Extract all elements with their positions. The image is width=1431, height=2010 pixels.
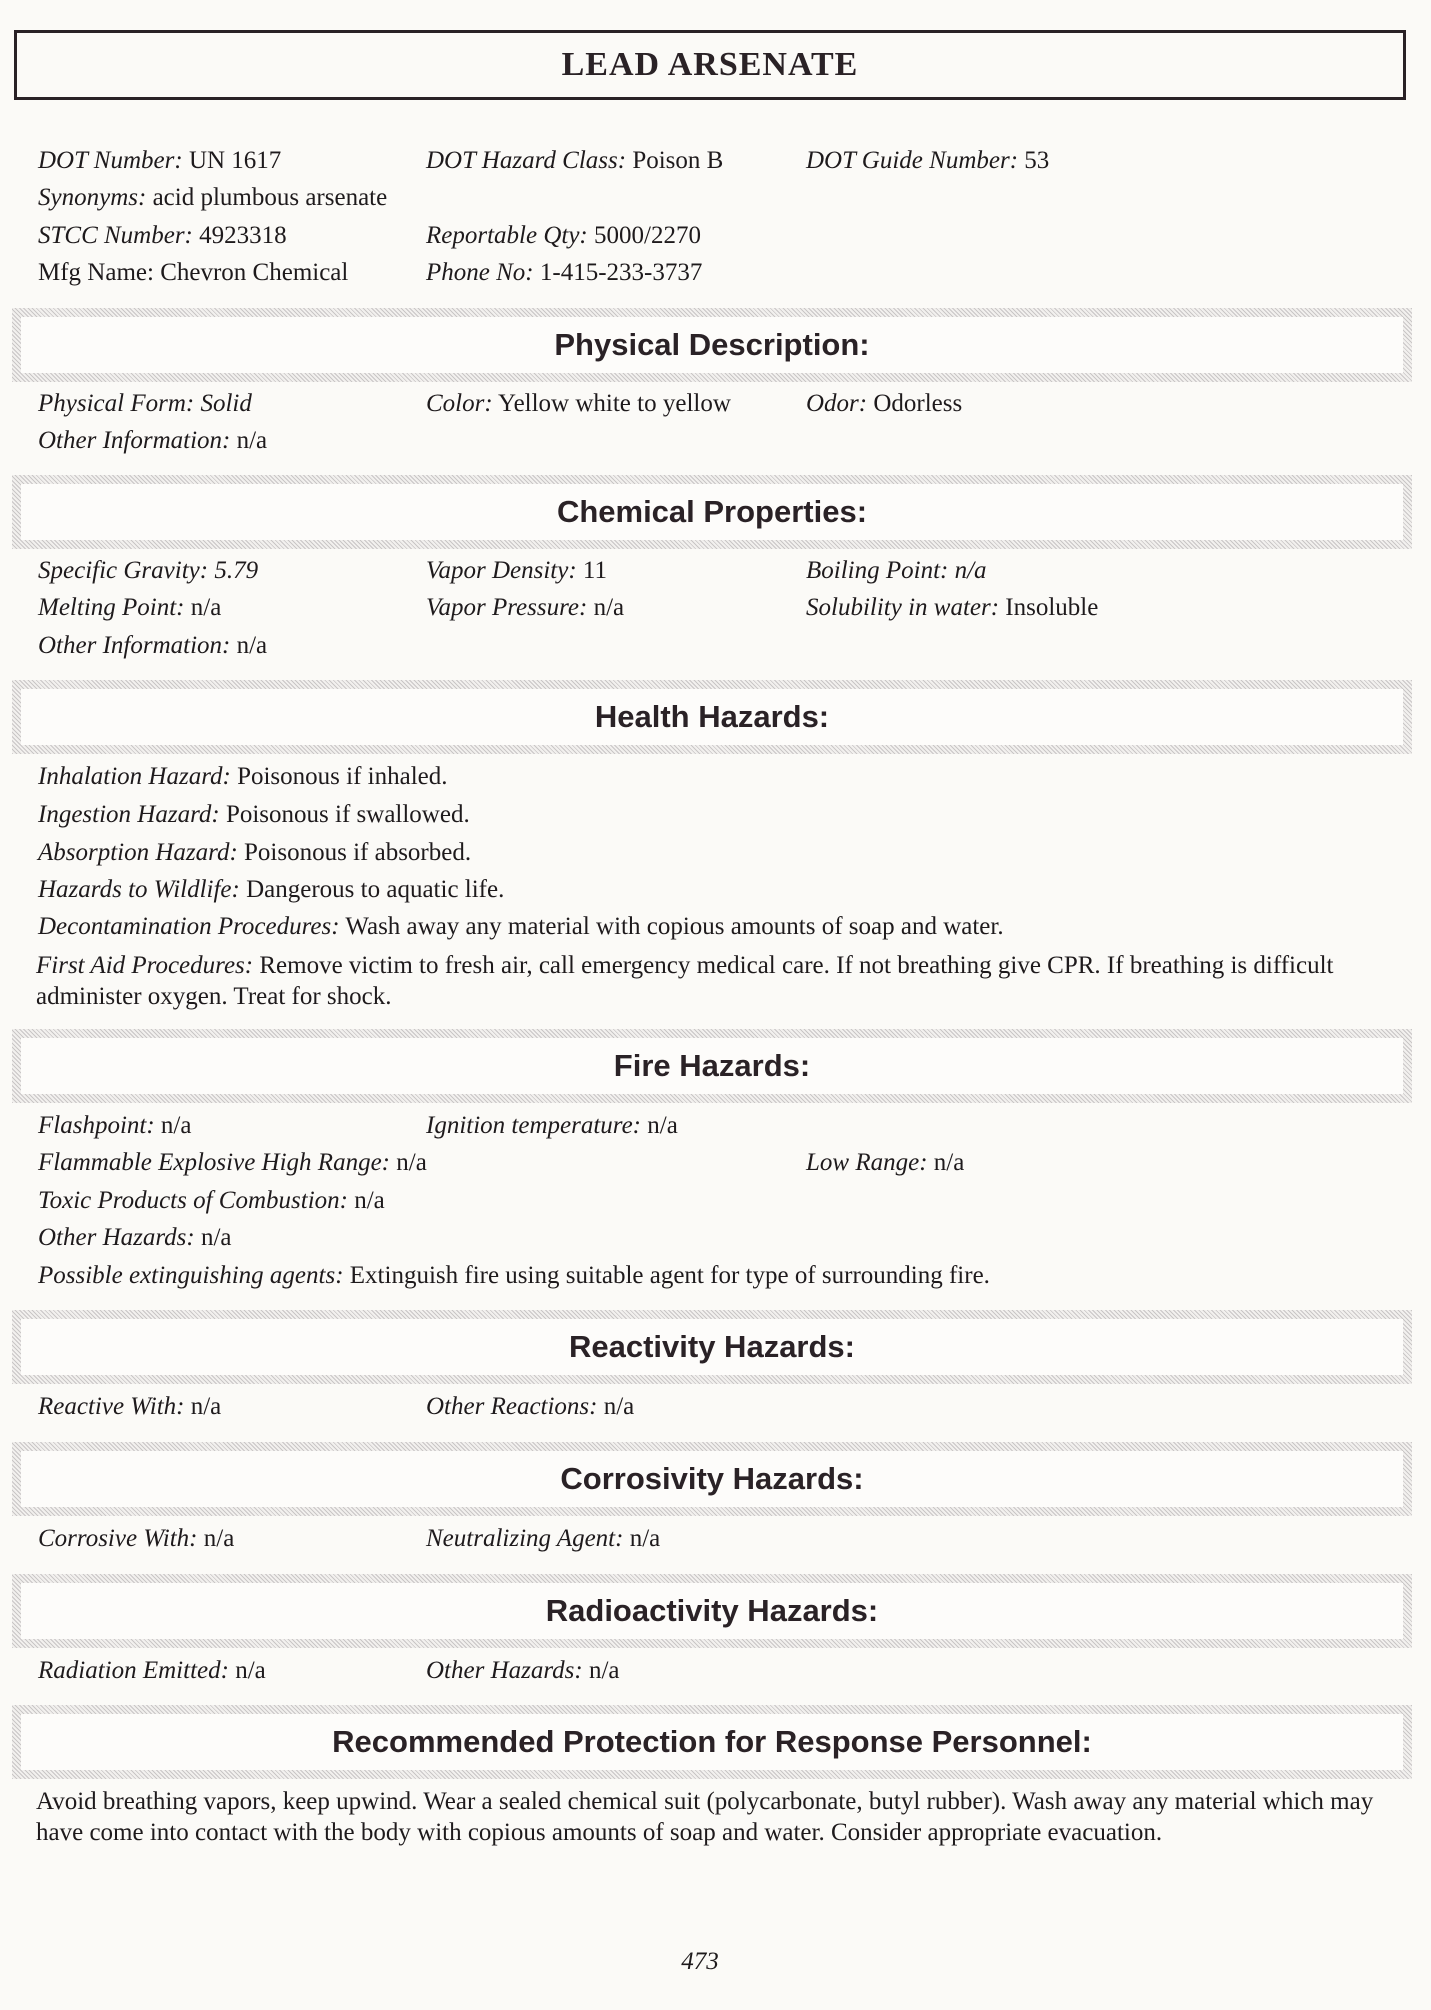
odor-label: Odor: xyxy=(806,390,868,417)
fire-hazards-heading: Fire Hazards: xyxy=(613,1048,811,1083)
header-row-2 xyxy=(0,180,1431,216)
absorption-hazard-field xyxy=(38,835,471,871)
header-row-4 xyxy=(0,255,1431,291)
mfg-name-value: Chevron Chemical xyxy=(160,259,349,286)
vapor-density-value: 11 xyxy=(582,557,607,584)
low-range-field xyxy=(806,1145,964,1181)
fire-row-4 xyxy=(0,1220,1431,1256)
first-aid-label: First Aid Procedures: xyxy=(36,952,254,979)
color-label: Color: xyxy=(426,390,493,417)
reportable-qty-value: 5000/2270 xyxy=(594,222,701,249)
solubility-label: Solubility in water: xyxy=(806,594,1000,621)
reactivity-hazards-heading: Reactivity Hazards: xyxy=(568,1329,855,1364)
mfg-name-label: Mfg Name: xyxy=(38,259,154,286)
header-row-1 xyxy=(0,143,1431,179)
synonyms-label: Synonyms: xyxy=(38,184,147,211)
fire-row-1 xyxy=(0,1108,1431,1144)
dot-guide-number-label: DOT Guide Number: xyxy=(806,147,1019,174)
inhalation-hazard-value: Poisonous if inhaled. xyxy=(237,763,448,790)
other-reactions-label: Other Reactions: xyxy=(426,1393,598,1420)
dot-hazard-class-field xyxy=(426,143,723,179)
reactive-with-value: n/a xyxy=(190,1393,222,1420)
toxic-products-value: n/a xyxy=(354,1187,385,1214)
physical-description-header xyxy=(12,308,1412,382)
flammable-high-range-label: Flammable Explosive High Range: xyxy=(38,1149,390,1176)
corrosive-with-value: n/a xyxy=(203,1525,235,1552)
specific-gravity-label: Specific Gravity: 5.79 xyxy=(38,557,259,584)
fire-other-hazards-field xyxy=(38,1220,232,1256)
ignition-temperature-label: Ignition temperature: xyxy=(426,1112,642,1139)
wildlife-hazard-value: Dangerous to aquatic life. xyxy=(246,876,505,903)
color-field xyxy=(426,386,731,422)
ingestion-hazard-label: Ingestion Hazard: xyxy=(38,801,220,828)
phone-no-field xyxy=(426,255,702,291)
reportable-qty-field xyxy=(426,218,701,254)
dot-number-value: UN 1617 xyxy=(188,147,282,174)
physical-form-label: Physical Form: Solid xyxy=(38,390,252,417)
reactive-with-label: Reactive With: xyxy=(38,1393,185,1420)
recommended-protection-paragraph: Avoid breathing vapors, keep upwind. Wear a sealed chemical suit (polycarbonate, butyl rubber). Wash away any material which may have come into contact with the body with copious amounts of soap and water. Consider appropriate evacuation. xyxy=(36,1788,1374,1846)
radio-other-hazards-field xyxy=(426,1653,620,1689)
fire-other-hazards-value: n/a xyxy=(200,1224,232,1251)
flashpoint-value: n/a xyxy=(160,1112,192,1139)
chemical-properties-heading: Chemical Properties: xyxy=(556,494,868,529)
ingestion-row xyxy=(0,797,1431,833)
recommended-protection-heading: Recommended Protection for Response Personnel: xyxy=(332,1724,1092,1759)
stcc-number-value: 4923318 xyxy=(199,222,287,249)
chemical-other-info-value: n/a xyxy=(236,632,268,659)
other-reactions-value: n/a xyxy=(603,1393,635,1420)
synonyms-value: acid plumbous arsenate xyxy=(152,184,388,211)
first-aid-paragraph xyxy=(36,950,1396,1012)
phone-no-value: 1-415-233-3737 xyxy=(539,259,703,286)
vapor-density-label: Vapor Density: xyxy=(426,557,577,584)
dot-guide-number-field xyxy=(806,143,1049,179)
vapor-density-field xyxy=(426,553,607,589)
decontamination-value: Wash away any material with copious amounts of soap and water. xyxy=(345,913,1004,940)
reportable-qty-label: Reportable Qty: xyxy=(426,222,588,249)
neutralizing-agent-field xyxy=(426,1521,660,1557)
melting-point-value: n/a xyxy=(190,594,222,621)
radioactivity-row xyxy=(0,1653,1431,1689)
radio-other-hazards-value: n/a xyxy=(588,1657,620,1684)
vapor-pressure-field xyxy=(426,590,624,626)
other-reactions-field xyxy=(426,1389,634,1425)
physical-row-2 xyxy=(0,423,1431,459)
reactivity-hazards-header xyxy=(12,1310,1412,1384)
reactive-with-field xyxy=(38,1389,221,1425)
corrosivity-hazards-header xyxy=(12,1442,1412,1516)
neutralizing-agent-label: Neutralizing Agent: xyxy=(426,1525,624,1552)
ingestion-hazard-value: Poisonous if swallowed. xyxy=(225,801,470,828)
fire-hazards-header xyxy=(12,1029,1412,1103)
stcc-number-field xyxy=(38,218,287,254)
dot-hazard-class-value: Poison B xyxy=(632,147,724,174)
ingestion-hazard-field xyxy=(38,797,470,833)
neutralizing-agent-value: n/a xyxy=(629,1525,661,1552)
absorption-hazard-value: Poisonous if absorbed. xyxy=(244,839,472,866)
health-hazards-header xyxy=(12,680,1412,754)
chemical-row-1 xyxy=(0,553,1431,589)
inhalation-row xyxy=(0,759,1431,795)
inhalation-hazard-label: Inhalation Hazard: xyxy=(38,763,231,790)
chemical-other-info-field xyxy=(38,628,267,664)
flammable-high-range-value: n/a xyxy=(396,1149,427,1176)
header-row-3 xyxy=(0,218,1431,254)
dot-number-field xyxy=(38,143,281,179)
melting-point-field xyxy=(38,590,221,626)
wildlife-row xyxy=(0,872,1431,908)
radioactivity-hazards-heading: Radioactivity Hazards: xyxy=(545,1593,879,1628)
physical-form-field xyxy=(38,386,252,422)
decontamination-field xyxy=(38,909,1004,945)
chemical-other-info-label: Other Information: xyxy=(38,632,231,659)
solubility-field xyxy=(806,590,1098,626)
low-range-value: n/a xyxy=(933,1149,965,1176)
corrosivity-hazards-heading: Corrosivity Hazards: xyxy=(560,1461,864,1496)
recommended-protection-header xyxy=(12,1705,1412,1779)
radioactivity-hazards-header xyxy=(12,1574,1412,1648)
fire-other-hazards-label: Other Hazards: xyxy=(38,1224,195,1251)
extinguishing-agents-value: Extinguish fire using suitable agent for type of surrounding fire. xyxy=(349,1262,990,1289)
absorption-row xyxy=(0,835,1431,871)
solubility-value: Insoluble xyxy=(1005,594,1099,621)
odor-value: Odorless xyxy=(873,390,963,417)
radio-other-hazards-label: Other Hazards: xyxy=(426,1657,583,1684)
physical-description-heading: Physical Description: xyxy=(554,327,870,362)
phone-no-label: Phone No: xyxy=(426,259,534,286)
mfg-name-field xyxy=(38,255,348,291)
physical-other-info-label: Other Information: xyxy=(38,427,231,454)
stcc-number-label: STCC Number: xyxy=(38,222,193,249)
radiation-emitted-field xyxy=(38,1653,266,1689)
boiling-point-label: Boiling Point: n/a xyxy=(806,557,987,584)
ignition-temperature-field xyxy=(426,1108,678,1144)
chemical-row-3 xyxy=(0,628,1431,664)
decontamination-row xyxy=(0,909,1431,945)
decontamination-label: Decontamination Procedures: xyxy=(38,913,340,940)
toxic-products-field xyxy=(38,1183,385,1219)
corrosivity-row xyxy=(0,1521,1431,1557)
odor-field xyxy=(806,386,962,422)
dot-guide-number-value: 53 xyxy=(1024,147,1050,174)
low-range-label: Low Range: xyxy=(806,1149,928,1176)
reactivity-row xyxy=(0,1389,1431,1425)
toxic-products-label: Toxic Products of Combustion: xyxy=(38,1187,348,1214)
extinguishing-agents-field xyxy=(38,1258,990,1294)
physical-row-1 xyxy=(0,386,1431,422)
fire-row-2 xyxy=(0,1145,1431,1181)
absorption-hazard-label: Absorption Hazard: xyxy=(38,839,238,866)
health-hazards-heading: Health Hazards: xyxy=(594,699,830,734)
corrosive-with-label: Corrosive With: xyxy=(38,1525,198,1552)
flammable-high-range-field xyxy=(38,1145,427,1181)
extinguishing-agents-label: Possible extinguishing agents: xyxy=(38,1262,344,1289)
first-aid-value: Remove victim to fresh air, call emergency medical care. If not breathing give CPR. If breathing is difficult administer oxygen. Treat for shock. xyxy=(36,952,1334,1010)
physical-other-info-value: n/a xyxy=(236,427,268,454)
dot-number-label: DOT Number: xyxy=(38,147,183,174)
page-number: 473 xyxy=(681,1948,719,1975)
melting-point-label: Melting Point: xyxy=(38,594,185,621)
vapor-pressure-label: Vapor Pressure: xyxy=(426,594,588,621)
flashpoint-label: Flashpoint: xyxy=(38,1112,155,1139)
radiation-emitted-value: n/a xyxy=(235,1657,266,1684)
flashpoint-field xyxy=(38,1108,191,1144)
inhalation-hazard-field xyxy=(38,759,448,795)
fire-row-5 xyxy=(0,1258,1431,1294)
corrosive-with-field xyxy=(38,1521,234,1557)
specific-gravity-field xyxy=(38,553,258,589)
fire-row-3 xyxy=(0,1183,1431,1219)
title-box xyxy=(14,30,1406,100)
radiation-emitted-label: Radiation Emitted: xyxy=(38,1657,229,1684)
physical-other-info-field xyxy=(38,423,267,459)
page-title: LEAD ARSENATE xyxy=(561,46,859,83)
ignition-temperature-value: n/a xyxy=(647,1112,678,1139)
wildlife-hazard-field xyxy=(38,872,504,908)
wildlife-hazard-label: Hazards to Wildlife: xyxy=(38,876,240,903)
vapor-pressure-value: n/a xyxy=(593,594,625,621)
color-value: Yellow white to yellow xyxy=(498,390,731,417)
dot-hazard-class-label: DOT Hazard Class: xyxy=(426,147,627,174)
boiling-point-field xyxy=(806,553,987,589)
chemical-properties-header xyxy=(12,475,1412,549)
chemical-row-2 xyxy=(0,590,1431,626)
synonyms-field xyxy=(38,180,387,216)
